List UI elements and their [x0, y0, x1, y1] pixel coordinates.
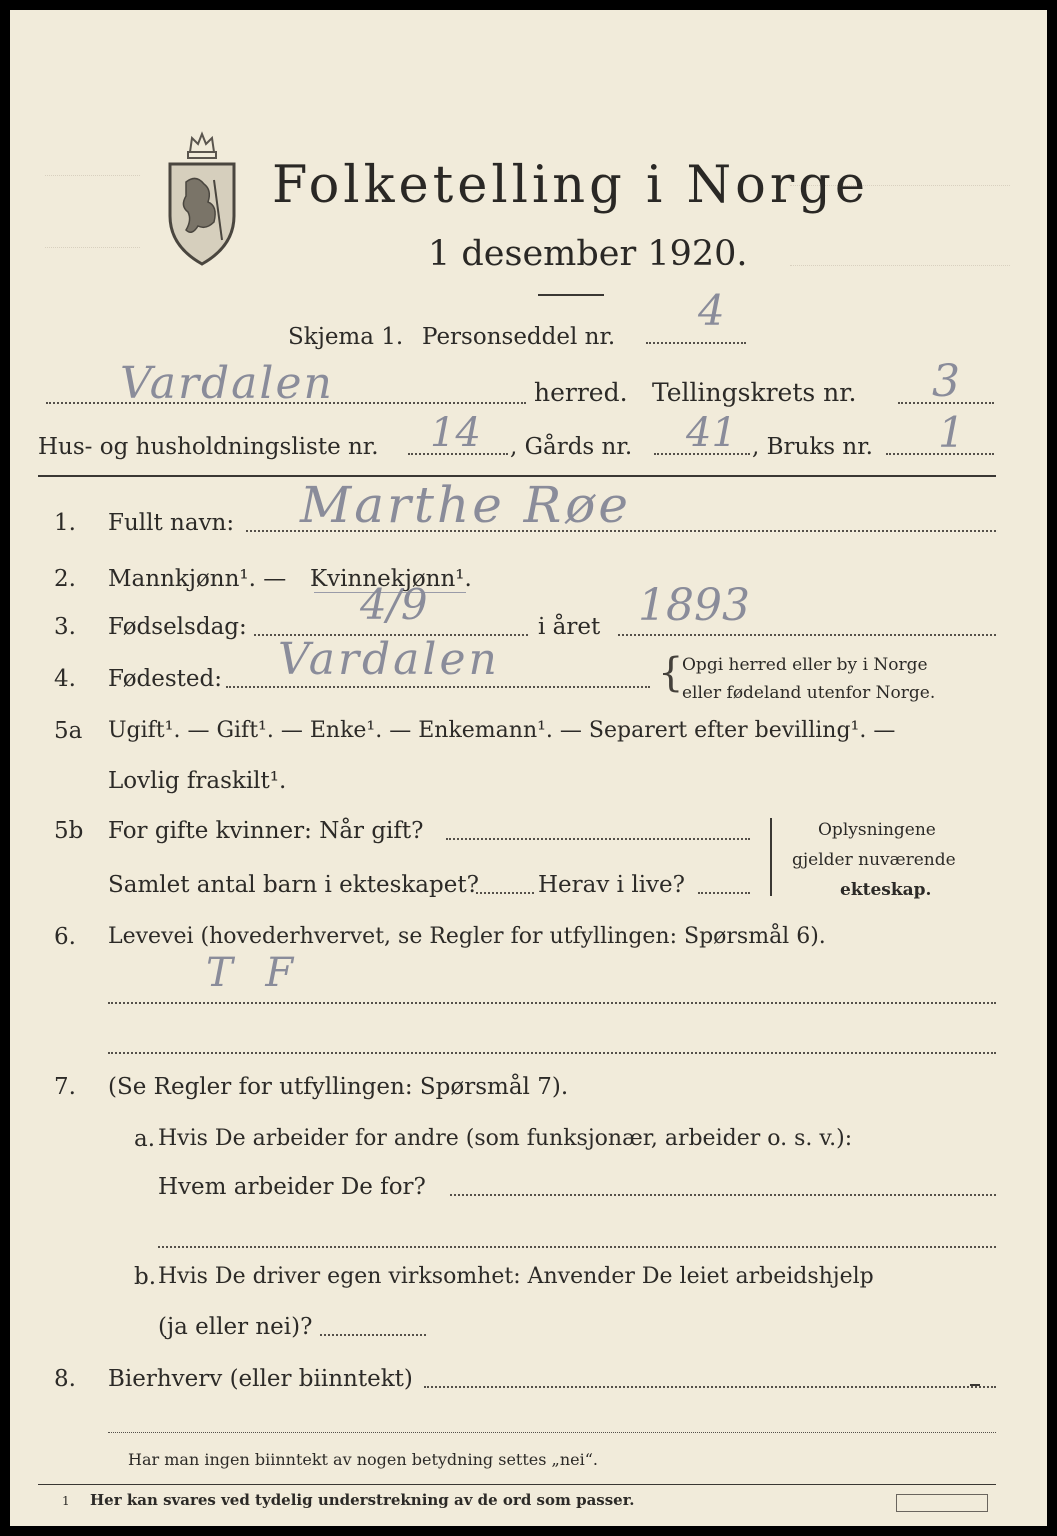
bleed-line	[790, 265, 1010, 266]
occupation-field-1[interactable]	[108, 1002, 996, 1004]
skjema-label: Skjema 1.	[288, 324, 404, 350]
q7a-line2: Hvem arbeider De for?	[158, 1174, 426, 1200]
personseddel-value: 4	[698, 286, 725, 335]
children-total-field[interactable]	[476, 892, 534, 894]
q8-label: Bierhverv (eller biinntekt)	[108, 1366, 413, 1392]
birthplace-note-1: Opgi herred eller by i Norge	[682, 655, 928, 675]
personseddel-label: Personseddel nr.	[422, 324, 616, 350]
no-income-note: Har man ingen biinntekt av nogen betydning settes „nei“.	[128, 1450, 598, 1469]
census-form-page	[10, 10, 1047, 1526]
sex-option-female[interactable]: Kvinnekjønn¹.	[310, 566, 472, 592]
full-name-value: Marthe Røe	[300, 476, 631, 534]
q7b-line1: Hvis De driver egen virksomhet: Anvender De leiet arbeidshjelp	[158, 1264, 874, 1289]
q3-number: 3.	[54, 614, 76, 640]
marriage-note-2: gjelder nuværende	[792, 850, 956, 870]
q7b-letter: b.	[134, 1264, 157, 1290]
marriage-note-1: Oplysningene	[818, 820, 936, 840]
children-alive-label: Herav i live?	[538, 872, 685, 898]
birthplace-note-2: eller fødeland utenfor Norge.	[682, 683, 936, 703]
occupation-value: T F	[206, 950, 304, 996]
tellingskrets-label: Tellingskrets nr.	[652, 378, 857, 407]
bleed-line	[45, 175, 140, 176]
birth-year-label: i året	[538, 614, 601, 640]
q6-number: 6.	[54, 924, 76, 950]
gards-label: , Gårds nr.	[510, 434, 633, 460]
form-title: Folketelling i Norge	[272, 156, 870, 215]
q3-label: Fødselsdag:	[108, 614, 247, 640]
birthday-value: 4/9	[360, 580, 428, 629]
q7a-line1: Hvis De arbeider for andre (som funksjonær, arbeider o. s. v.):	[158, 1126, 853, 1151]
q5a-number: 5a	[54, 718, 83, 744]
q1-label: Fullt navn:	[108, 510, 235, 536]
marital-status-divorced[interactable]: Lovlig fraskilt¹.	[108, 768, 287, 794]
footnote-text: Her kan svares ved tydelig understrekning av de ord som passer.	[90, 1491, 635, 1509]
coat-of-arms-icon	[162, 130, 242, 270]
employer-field-2[interactable]	[158, 1246, 996, 1248]
marital-status-options[interactable]: Ugift¹. — Gift¹. — Enke¹. — Enkemann¹. — Separert efter bevilling¹. —	[108, 718, 896, 743]
q1-number: 1.	[54, 510, 76, 536]
bruks-value: 1	[938, 408, 965, 457]
side-income-field-2[interactable]	[108, 1432, 996, 1433]
side-income-dash	[970, 1384, 980, 1386]
footer-separator	[38, 1484, 996, 1485]
husholdningsliste-value: 14	[430, 410, 481, 456]
occupation-field-2[interactable]	[108, 1052, 996, 1054]
q4-label: Fødested:	[108, 666, 223, 692]
q6-label: Levevei (hovederhvervet, se Regler for utfyllingen: Spørsmål 6).	[108, 924, 826, 949]
tellingskrets-value: 3	[932, 356, 960, 407]
gards-value: 41	[686, 410, 737, 456]
footnote-number: 1	[62, 1494, 70, 1508]
children-total-label: Samlet antal barn i ekteskapet?	[108, 872, 479, 898]
printer-stamp	[896, 1494, 988, 1512]
q8-number: 8.	[54, 1366, 76, 1392]
children-alive-field[interactable]	[698, 892, 750, 894]
brace-open: {	[658, 650, 684, 696]
note-bracket	[770, 818, 772, 896]
married-when-field[interactable]	[446, 838, 750, 840]
q7b-line2: (ja eller nei)?	[158, 1314, 313, 1340]
bleed-line	[45, 247, 140, 248]
q7a-letter: a.	[134, 1126, 156, 1152]
side-income-field[interactable]	[424, 1386, 996, 1388]
census-date: 1 desember 1920.	[428, 234, 748, 274]
birth-year-field[interactable]	[618, 634, 996, 636]
personseddel-field[interactable]	[646, 342, 746, 344]
herred-label: herred.	[534, 378, 628, 407]
marriage-note-3: ekteskap.	[840, 880, 932, 900]
married-when-label: For gifte kvinner: Når gift?	[108, 818, 424, 844]
q4-number: 4.	[54, 666, 76, 692]
sex-option-male[interactable]: Mannkjønn¹. —	[108, 566, 287, 592]
herred-value: Vardalen	[120, 358, 334, 409]
q7-number: 7.	[54, 1074, 76, 1100]
birth-year-value: 1893	[638, 580, 750, 631]
bruks-label: , Bruks nr.	[752, 434, 873, 460]
hired-help-field[interactable]	[320, 1334, 426, 1336]
husholdningsliste-label: Hus- og husholdningsliste nr.	[38, 434, 379, 460]
title-divider	[538, 294, 604, 296]
q5b-number: 5b	[54, 818, 84, 844]
birthplace-field[interactable]	[226, 686, 650, 688]
birthplace-value: Vardalen	[278, 634, 500, 685]
q2-number: 2.	[54, 566, 76, 592]
employer-field-1[interactable]	[450, 1194, 996, 1196]
q7-label: (Se Regler for utfyllingen: Spørsmål 7).	[108, 1074, 569, 1100]
